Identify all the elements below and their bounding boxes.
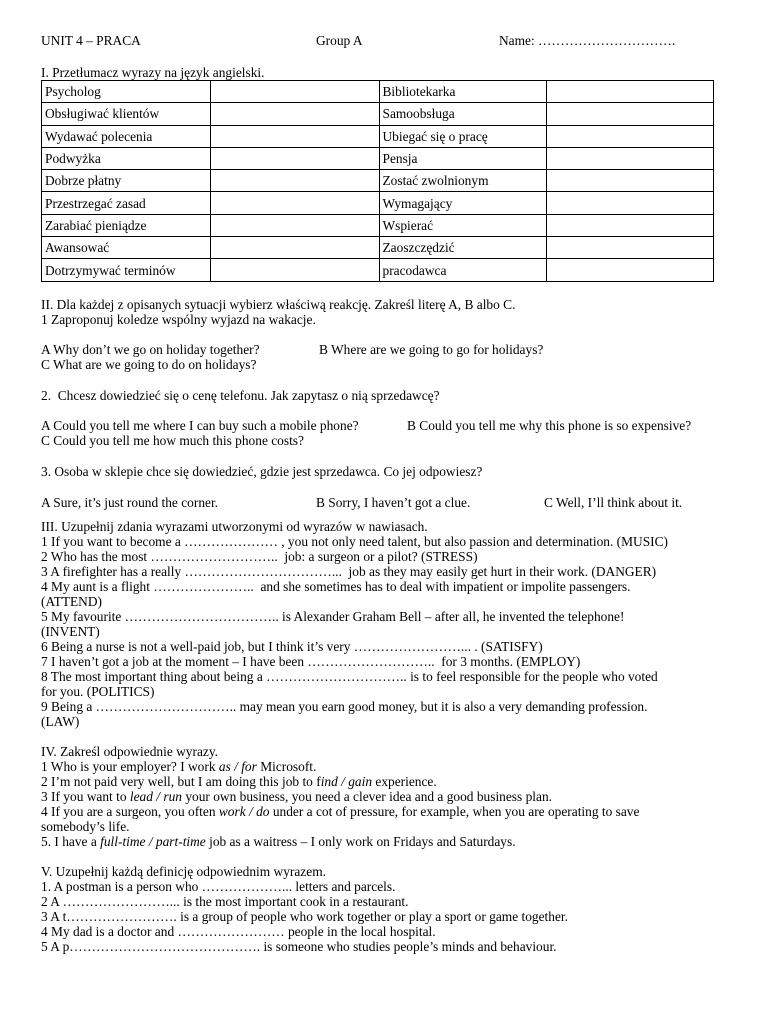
sentence-line: 6 Being a nurse is not a well-paid job, but I think it’s very ……………………... . (SATISFY) xyxy=(41,638,543,654)
vocab-row xyxy=(42,192,714,214)
polish-term: Zaoszczędzić xyxy=(379,237,546,259)
answer-cell[interactable] xyxy=(211,125,379,147)
answer-cell[interactable] xyxy=(211,170,379,192)
section1-title: I. Przetłumacz wyrazy na język angielski. xyxy=(41,65,265,80)
vocab-row xyxy=(42,259,714,281)
option-a[interactable]: A Sure, it’s just round the corner. xyxy=(41,494,219,510)
answer-cell[interactable] xyxy=(211,147,379,169)
choice-line xyxy=(41,789,715,804)
option-c[interactable]: C What are we going to do on holidays? xyxy=(41,356,257,372)
answer-cell[interactable] xyxy=(546,259,713,281)
word-choice[interactable]: as / for xyxy=(218,758,257,774)
sentence-line: 8 The most important thing about being a ………………………….. is to feel responsible for the people who voted xyxy=(41,668,658,684)
answer-cell[interactable] xyxy=(211,192,379,214)
definition-line: 4 My dad is a doctor and …………………… people in the local hospital. xyxy=(41,923,436,939)
definition-line: 2 A ……………………... is the most important cook in a restaurant. xyxy=(41,893,409,909)
polish-term: Dobrze płatny xyxy=(42,170,211,192)
polish-term: Psycholog xyxy=(42,81,211,103)
question-3-options xyxy=(41,495,715,510)
text-segment: 3 If you want to xyxy=(41,788,130,804)
option-a[interactable]: A Could you tell me where I can buy such a mobile phone? xyxy=(41,417,359,433)
answer-cell[interactable] xyxy=(546,81,713,103)
answer-cell[interactable] xyxy=(211,259,379,281)
text-segment: 1 Who is your employer? I work xyxy=(41,758,219,774)
question-2-prompt: 2. Chcesz dowiedzieć się o cenę telefonu. Jak zapytasz o nią sprzedawcę? xyxy=(41,387,440,403)
polish-term: Przestrzegać zasad xyxy=(42,192,211,214)
sentence-line: 3 A firefighter has a really ……………………………... job as they may easily get hurt in their work. (DANGER) xyxy=(41,563,657,579)
definition-line: 1. A postman is a person who ………………... letters and parcels. xyxy=(41,878,396,894)
answer-cell[interactable] xyxy=(546,170,713,192)
choice-line xyxy=(41,804,715,819)
text-segment: under a cot of pressure, for example, when you are operating to save xyxy=(269,803,640,819)
answer-cell[interactable] xyxy=(211,103,379,125)
text-segment: job as a waitress – I only work on Fridays and Saturdays. xyxy=(205,833,516,849)
polish-term: Awansować xyxy=(42,237,211,259)
choice-line xyxy=(41,834,715,849)
section4-title: IV. Zakreśl odpowiednie wyrazy. xyxy=(41,743,218,759)
word-choice[interactable]: work / do xyxy=(218,803,270,819)
sentence-line: 1 If you want to become a ………………… , you not only need talent, but also passion and determination. (MUSIC) xyxy=(41,533,669,549)
section5-title: V. Uzupełnij każdą definicję odpowiednim wyrazem. xyxy=(41,863,326,879)
word-choice[interactable]: ind / gain xyxy=(320,773,373,789)
vocab-row xyxy=(42,170,714,192)
worksheet-header xyxy=(41,33,715,51)
polish-term: Samoobsługa xyxy=(379,103,546,125)
answer-cell[interactable] xyxy=(546,103,713,125)
option-b[interactable]: B Sorry, I haven’t got a clue. xyxy=(316,494,471,510)
text-segment: 5. I have a xyxy=(41,833,101,849)
question-3-prompt: 3. Osoba w sklepie chce się dowiedzieć, gdzie jest sprzedawca. Co jej odpowiesz? xyxy=(41,463,483,479)
polish-term: Zostać zwolnionym xyxy=(379,170,546,192)
option-c[interactable]: C Could you tell me how much this phone costs? xyxy=(41,432,304,448)
vocab-row xyxy=(42,214,714,236)
polish-term: Pensja xyxy=(379,147,546,169)
answer-cell[interactable] xyxy=(211,214,379,236)
choice-line xyxy=(41,774,715,789)
sentence-line: (INVENT) xyxy=(41,623,100,639)
word-choice[interactable]: lead / run xyxy=(129,788,182,804)
answer-cell[interactable] xyxy=(546,192,713,214)
sentence-line: (LAW) xyxy=(41,713,80,729)
sentence-line: 9 Being a ………………………….. may mean you earn good money, but it is also a very demanding profession. xyxy=(41,698,648,714)
answer-cell[interactable] xyxy=(211,237,379,259)
sentence-line: 7 I haven’t got a job at the moment – I have been ……………………….. for 3 months. (EMPLOY) xyxy=(41,653,581,669)
option-b[interactable]: B Could you tell me why this phone is so expensive? xyxy=(407,417,692,433)
section3-title: III. Uzupełnij zdania wyrazami utworzonymi od wyrazów w nawiasach. xyxy=(41,518,428,534)
choice-line-continued: somebody’s life. xyxy=(41,818,130,834)
vocabulary-table xyxy=(41,80,714,282)
text-segment: 4 If you are a surgeon, you often xyxy=(41,803,219,819)
sentence-line: (ATTEND) xyxy=(41,593,102,609)
worksheet xyxy=(41,33,715,954)
polish-term: Zarabiać pieniądze xyxy=(42,214,211,236)
vocab-row xyxy=(42,147,714,169)
vocab-row xyxy=(42,81,714,103)
text-segment: 2 I’m not paid very well, but I am doing this job to f xyxy=(41,773,321,789)
sentence-line: 4 My aunt is a flight ………………….. and she sometimes has to deal with impatient or impolite passengers. xyxy=(41,578,631,594)
choice-line xyxy=(41,759,715,774)
option-b[interactable]: B Where are we going to go for holidays? xyxy=(319,341,544,357)
vocab-row xyxy=(42,125,714,147)
section2-title: II. Dla każdej z opisanych sytuacji wybierz właściwą reakcję. Zakreśl literę A, B albo C. xyxy=(41,296,516,312)
polish-term: Wymagający xyxy=(379,192,546,214)
answer-cell[interactable] xyxy=(546,147,713,169)
polish-term: Dotrzymywać terminów xyxy=(42,259,211,281)
polish-term: Obsługiwać klientów xyxy=(42,103,211,125)
group-label: Group A xyxy=(316,33,363,48)
definition-line: 5 A p……………………………………. is someone who studies people’s minds and behaviour. xyxy=(41,938,557,954)
answer-cell[interactable] xyxy=(546,125,713,147)
vocab-row xyxy=(42,237,714,259)
polish-term: Wydawać polecenia xyxy=(42,125,211,147)
answer-cell[interactable] xyxy=(546,237,713,259)
unit-title: UNIT 4 – PRACA xyxy=(41,33,141,48)
sentence-line: 5 My favourite …………………………….. is Alexander Graham Bell – after all, he invented the telephone! xyxy=(41,608,625,624)
text-segment: experience. xyxy=(372,773,437,789)
polish-term: Ubiegać się o pracę xyxy=(379,125,546,147)
word-choice[interactable]: full-time / part-time xyxy=(100,833,206,849)
polish-term: Podwyżka xyxy=(42,147,211,169)
polish-term: Bibliotekarka xyxy=(379,81,546,103)
text-segment: Microsoft. xyxy=(256,758,317,774)
sentence-line: 2 Who has the most ……………………….. job: a surgeon or a pilot? (STRESS) xyxy=(41,548,478,564)
question-1-options xyxy=(41,342,715,357)
question-2-options xyxy=(41,418,715,433)
name-field: Name: …………………………. xyxy=(499,33,676,48)
vocab-row xyxy=(42,103,714,125)
option-a[interactable]: A Why don’t we go on holiday together? xyxy=(41,341,260,357)
text-segment: your own business, you need a clever idea and a good business plan. xyxy=(181,788,552,804)
question-1-prompt: 1 Zaproponuj koledze wspólny wyjazd na wakacje. xyxy=(41,311,316,327)
option-c[interactable]: C Well, I’ll think about it. xyxy=(544,494,683,510)
answer-cell[interactable] xyxy=(546,214,713,236)
answer-cell[interactable] xyxy=(211,81,379,103)
polish-term: Wspierać xyxy=(379,214,546,236)
sentence-line: for you. (POLITICS) xyxy=(41,683,155,699)
polish-term: pracodawca xyxy=(379,259,546,281)
definition-line: 3 A t……………………. is a group of people who work together or play a sport or game together. xyxy=(41,908,568,924)
